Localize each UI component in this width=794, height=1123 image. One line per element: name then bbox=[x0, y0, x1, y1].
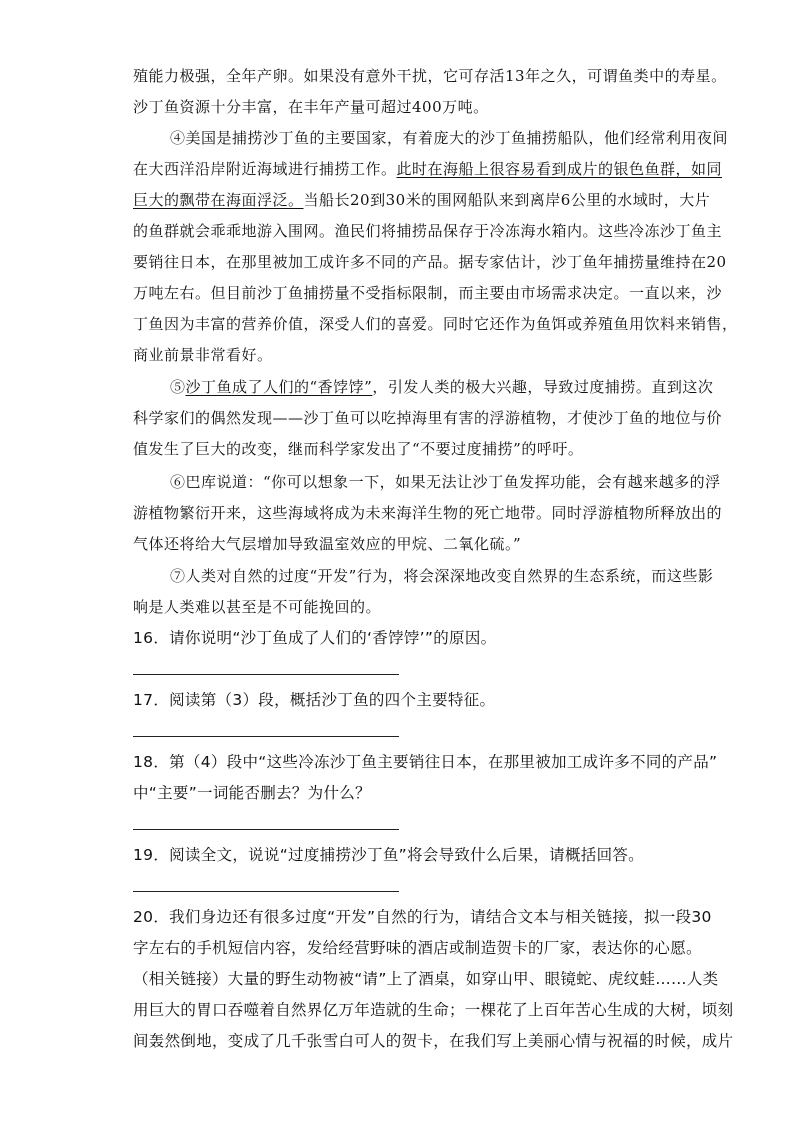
answer-line-16[interactable] bbox=[133, 674, 399, 675]
question-19: 19．阅读全文，说说“过度捕捞沙丁鱼”将会导致什么后果，请概括回答。 bbox=[133, 846, 644, 864]
p4-text: 当船长20到30米的围网船队来到离岸6公里的水域时，大片 bbox=[303, 191, 711, 209]
p5-underlined-phrase: 沙丁鱼成了人们的“香饽饽” bbox=[185, 378, 373, 396]
passage-p6-line-2: 游植物繁衍开来，这些海域将成为未来海洋生物的死亡地带。同时浮游植物所释放出的 bbox=[133, 504, 723, 522]
answer-line-18[interactable] bbox=[133, 829, 399, 830]
question-16: 16．请你说明“沙丁鱼成了人们的‘香饽饽’”的原因。 bbox=[133, 629, 497, 647]
question-20-line-2: 字左右的手机短信内容，发给经营野味的酒店或制造贺卡的厂家，表达你的心愿。 bbox=[133, 939, 702, 957]
passage-p4-line-7: 丁鱼因为丰富的营养价值，深受人们的喜爱。同时它还作为鱼饵或养殖鱼用饮料来销售， bbox=[133, 315, 738, 333]
question-17: 17．阅读第（3）段，概括沙丁鱼的四个主要特征。 bbox=[133, 691, 496, 709]
related-link-line-2: 用巨大的胃口吞噬着自然界亿万年造就的生命；一棵花了上百年苦心生成的大树，顷刻 bbox=[133, 1001, 734, 1019]
passage-p5-line-1 bbox=[170, 377, 714, 397]
related-link-line-1: （相关链接）大量的野生动物被“请”上了酒桌，如穿山甲、眼镜蛇、虎纹蛙……人类 bbox=[133, 970, 719, 988]
passage-p4-line-5: 要销往日本，在那里被加工成许多不同的产品。据专家估计，沙丁鱼年捕捞量维持在20 bbox=[133, 253, 727, 271]
passage-p5-line-2: 科学家们的偶然发现——沙丁鱼可以吃掉海里有害的浮游植物，才使沙丁鱼的地位与价 bbox=[133, 409, 723, 427]
answer-line-17[interactable] bbox=[133, 736, 399, 737]
p4-text: 在大西洋沿岸附近海域进行捕捞工作。 bbox=[133, 160, 397, 178]
passage-p6-line-3: 气体还将给大气层增加导致温室效应的甲烷、二氧化硫。” bbox=[133, 535, 522, 553]
related-link-line-3: 间轰然倒地，变成了几千张雪白可人的贺卡，在我们写上美丽心情与祝福的时候，成片 bbox=[133, 1032, 734, 1050]
p5-text: ，引发人类的极大兴趣，导致过度捕捞。直到这次 bbox=[372, 378, 714, 396]
p4-underlined-sentence-end: 巨大的飘带在海面浮泛。 bbox=[133, 191, 304, 209]
passage-p4-line-1: ④美国是捕捞沙丁鱼的主要国家，有着庞大的沙丁鱼捕捞船队，他们经常利用夜间 bbox=[170, 129, 729, 147]
passage-p4-line-6: 万吨左右。但目前沙丁鱼捕捞量不受指标限制，而主要由市场需求决定。一直以来，沙 bbox=[133, 284, 723, 302]
passage-p4-line-8: 商业前景非常看好。 bbox=[133, 346, 273, 364]
question-20-line-1: 20．我们身边还有很多过度“开发”自然的行为，请结合文本与相关链接，拟一段30 bbox=[133, 908, 712, 926]
passage-p5-line-3: 值发生了巨大的改变，继而科学家发出了“不要过度捕捞”的呼吁。 bbox=[133, 440, 584, 458]
passage-p3-line-1: 殖能力极强，全年产卵。如果没有意外干扰，它可存活13年之久，可谓鱼类中的寿星。 bbox=[133, 67, 727, 85]
passage-p7-line-1: ⑦人类对自然的过度“开发”行为，将会深深地改变自然界的生态系统，而这些影 bbox=[170, 567, 714, 585]
passage-p4-line-3 bbox=[133, 190, 711, 210]
question-18-line-1: 18．第（4）段中“这些冷冻沙丁鱼主要销往日本，在那里被加工成许多不同的产品” bbox=[133, 753, 718, 771]
passage-p7-line-2: 响是人类难以甚至是不可能挽回的。 bbox=[133, 598, 382, 616]
question-18-line-2: 中“主要”一词能否删去？为什么？ bbox=[133, 784, 371, 802]
passage-p3-line-2: 沙丁鱼资源十分丰富，在丰年产量可超过400万吨。 bbox=[133, 98, 489, 116]
p5-number: ⑤ bbox=[170, 378, 186, 396]
answer-line-19[interactable] bbox=[133, 891, 399, 892]
passage-p6-line-1: ⑥巴库说道：“你可以想象一下，如果无法让沙丁鱼发挥功能，会有越来越多的浮 bbox=[170, 473, 721, 491]
passage-p4-line-4: 的鱼群就会乖乖地游入围网。渔民们将捕捞品保存于冷冻海水箱内。这些冷冻沙丁鱼主 bbox=[133, 222, 723, 240]
passage-p4-line-2 bbox=[133, 159, 723, 179]
p4-underlined-sentence: 此时在海船上很容易看到成片的银色鱼群，如同 bbox=[396, 160, 723, 178]
